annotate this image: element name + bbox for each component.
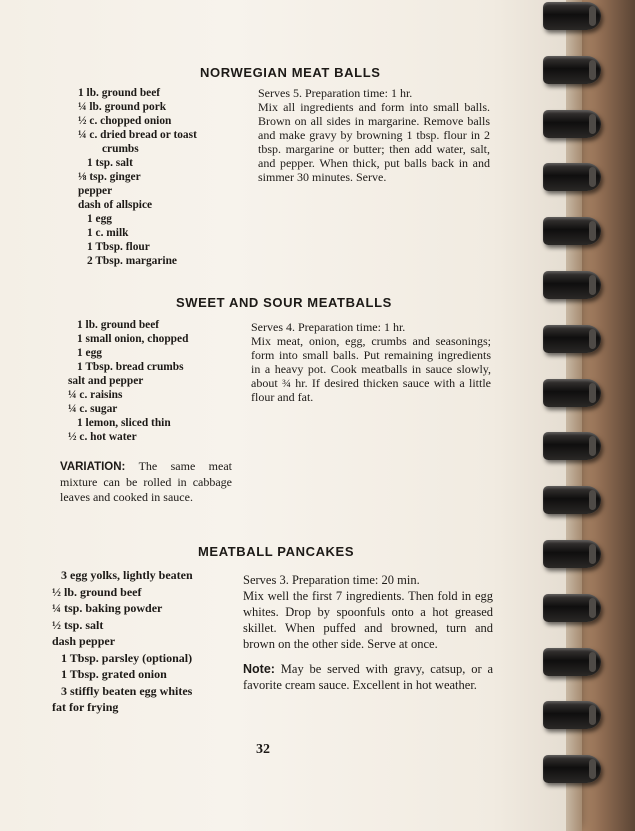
ingredient: 1 Tbsp. flour <box>87 241 150 253</box>
ingredient: ½ c. hot water <box>68 431 137 443</box>
ingredient: 1 egg <box>77 347 102 359</box>
binding-ring <box>543 2 601 30</box>
binding-ring <box>543 217 601 245</box>
ingredient: 1 Tbsp. parsley (optional) <box>61 650 193 665</box>
ingredient: salt and pepper <box>68 375 144 387</box>
serves-line: Serves 3. Preparation time: 20 min. <box>243 573 420 587</box>
ingredient-list <box>52 567 193 716</box>
recipe-variation <box>60 459 232 505</box>
ingredient: 1 egg <box>87 213 112 225</box>
ingredient: crumbs <box>102 143 139 155</box>
ingredient: 1 small onion, chopped <box>77 333 189 345</box>
ingredient: ¼ c. sugar <box>68 403 118 415</box>
ingredient: ½ c. chopped onion <box>78 115 172 127</box>
serves-line: Serves 4. Preparation time: 1 hr. <box>251 320 406 334</box>
note-label: Note: <box>243 662 275 676</box>
ingredient: 1 lb. ground beef <box>77 319 160 331</box>
ingredient: 1 Tbsp. grated onion <box>61 667 167 681</box>
binding-ring <box>543 486 601 514</box>
binding-ring <box>543 163 601 191</box>
binding-ring <box>543 379 601 407</box>
ingredient: ½ lb. ground beef <box>52 584 142 599</box>
binding-ring <box>543 540 601 568</box>
page-number: 32 <box>256 742 270 757</box>
recipe-directions <box>258 86 490 184</box>
ingredient: dash of allspice <box>78 199 153 211</box>
binding-ring <box>543 594 601 622</box>
directions-text: Mix well the first 7 ingredients. Then fold in egg whites. Drop by spoonfuls onto a hot greased skillet. When puffed and browned, turn and brown on the other side. Serve at once. <box>243 589 493 651</box>
ingredient: pepper <box>78 185 113 197</box>
ingredient: ¼ tsp. baking powder <box>52 601 163 615</box>
recipe-note <box>243 661 493 693</box>
ingredient: 1 c. milk <box>87 227 129 239</box>
binding-ring <box>543 648 601 676</box>
ingredient: dash pepper <box>52 634 116 648</box>
binding-ring <box>543 325 601 353</box>
binding-ring <box>543 701 601 729</box>
variation-label: VARIATION: <box>60 461 126 473</box>
ingredient: 1 lb. ground beef <box>78 87 161 99</box>
binding-ring <box>543 110 601 138</box>
ingredient: 3 egg yolks, lightly beaten <box>61 568 193 582</box>
ingredient: ⅛ tsp. ginger <box>78 171 141 183</box>
binding-ring <box>543 432 601 460</box>
directions-text: Mix meat, onion, egg, crumbs and seasonings; form into small balls. Put remaining ingredients in a heavy pot. Cook meatballs in sauce slowly, about ¾ hr. If desired thicken sauce with a little flour and fat. <box>251 334 491 404</box>
ingredient: ½ tsp. salt <box>52 617 104 632</box>
ingredient: ¼ c. raisins <box>68 389 123 401</box>
ingredient: 1 lemon, sliced thin <box>77 417 171 429</box>
ingredient: 1 Tbsp. bread crumbs <box>77 361 184 373</box>
ingredient: 3 stiffly beaten egg whites <box>61 683 193 698</box>
binding-ring <box>543 755 601 783</box>
ingredient: ¼ lb. ground pork <box>78 101 167 113</box>
recipe-title-meatball-pancakes: MEATBALL PANCAKES <box>198 544 355 559</box>
recipe-directions <box>243 572 493 693</box>
recipe-title-sweet-and-sour-meatballs: SWEET AND SOUR MEATBALLS <box>176 295 392 310</box>
serves-line: Serves 5. Preparation time: 1 hr. <box>258 86 413 100</box>
ingredient-list <box>68 318 188 444</box>
ingredient: 1 tsp. salt <box>87 157 133 169</box>
ingredient-list <box>78 86 197 268</box>
recipe-title-norwegian-meat-balls: NORWEGIAN MEAT BALLS <box>200 65 381 80</box>
directions-text: Mix all ingredients and form into small balls. Brown on all sides in margarine. Remove balls and make gravy by browning 1 tbsp. flour in 2 tbsp. margarine or butter; then add water, salt, and pepper. When thick, put balls back in and simmer 30 minutes. Serve. <box>258 100 490 184</box>
ingredient: 2 Tbsp. margarine <box>87 255 177 267</box>
ingredient: fat for frying <box>52 700 119 714</box>
variation-text: The same meat mixture can be rolled in cabbage leaves and cooked in sauce. <box>60 459 232 504</box>
ingredient: ¼ c. dried bread or toast <box>78 129 197 141</box>
recipe-directions <box>251 320 491 404</box>
binding-ring <box>543 271 601 299</box>
binding-ring <box>543 56 601 84</box>
note-text: May be served with gravy, catsup, or a favorite cream sauce. Excellent in hot weather. <box>243 662 493 692</box>
